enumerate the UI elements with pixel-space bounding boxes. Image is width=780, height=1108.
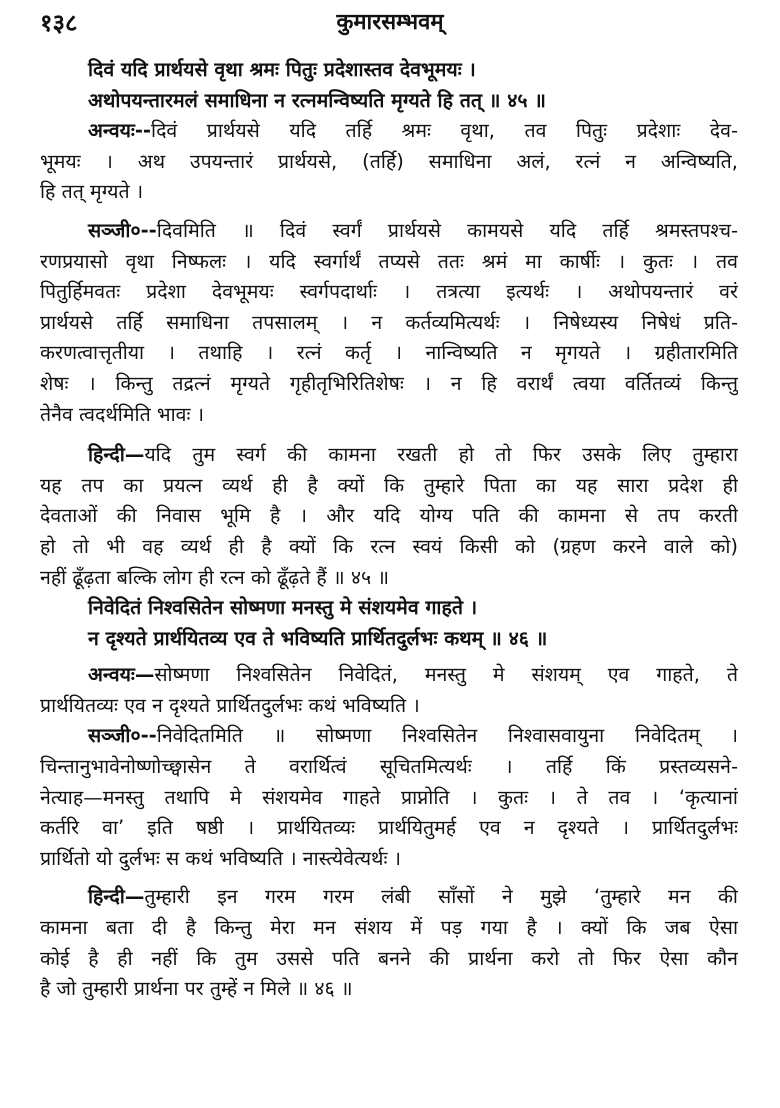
anvaya-label: अन्वयः-- — [88, 119, 152, 143]
paragraph-line: करणत्वात्तृतीया । तथाहि । रत्नं कर्तृ । नान्विष्यति न मृगयते । ग्रहीतारमिति — [40, 341, 738, 365]
paragraph-line: रणप्रयासो वृथा निष्फलः । यदि स्वर्गार्थं तप्यसे ततः श्रमं मा कार्षीः । कुतः । तव — [40, 249, 738, 273]
paragraph-line: कामना बता दी है किन्तु मेरा मन संशय में पड़ गया है । क्यों कि जब ऐसा — [40, 916, 738, 940]
paragraph-line: भूमयः । अथ उपयन्तारं प्रार्थयसे, (तर्हि) समाधिना अलं, रत्नं न अन्विष्यति, — [40, 149, 738, 173]
paragraph-line: हिन्दी—यदि तुम स्वर्ग की कामना रखती हो तो फिर उसके लिए तुम्हारा — [88, 443, 738, 467]
hindi-label: हिन्दी— — [88, 443, 145, 467]
verse-line: दिवं यदि प्रार्थयसे वृथा श्रमः पितुः प्रदेशास्तव देवभूमयः । — [88, 58, 476, 81]
anvaya-label: अन्वयः— — [88, 663, 155, 687]
paragraph-line: तेनैव त्वदर्थमिति भावः । — [40, 402, 205, 426]
paragraph-line: कर्तरि वा’ इति षष्ठी । प्रार्थयितव्यः प्रार्थयितुमर्ह एव न दृश्यते । प्रार्थितदुर्लभः — [40, 816, 738, 840]
paragraph-line: सञ्जी०--निवेदितमिति ॥ सोष्मणा निश्वसितेन निश्वासवायुना निवेदितम् । — [88, 724, 738, 748]
paragraph-line: है जो तुम्हारी प्रार्थना पर तुम्हें न मिले ॥ ४६ ॥ — [40, 977, 353, 1001]
page-body — [40, 55, 738, 1005]
hindi-label: हिन्दी— — [88, 885, 145, 909]
paragraph-line: शेषः । किन्तु तद्रत्नं मृग्यते गृहीतृभिरितिशेषः । न हि वरार्थं त्वया वर्तितव्यं किन्तु — [40, 371, 738, 395]
hindi-45 — [40, 440, 738, 593]
verse-45 — [40, 55, 738, 116]
paragraph-line: अन्वयः--दिवं प्रार्थयसे यदि तर्हि श्रमः वृथा, तव पितुः प्रदेशाः देव- — [88, 119, 738, 143]
verse-line: निवेदितं निश्वसितेन सोष्मणा मनस्तु मे संशयमेव गाहते । — [88, 596, 478, 620]
paragraph-line: चिन्तानुभावेनोष्णोच्छ्वासेन ते वरार्थित्वं सूचितमित्यर्थः । तर्हि किं प्रस्तव्यसने- — [40, 755, 738, 779]
paragraph-line: नेत्याह—मनस्तु तथापि मे संशयमेव गाहते प्राप्नोति । कुतः । ते तव । ‘कृत्यानां — [40, 785, 738, 809]
paragraph-line: प्रार्थयसे तर्हि समाधिना तपसालम् । न कर्तव्यमित्यर्थः । निषेध्यस्य निषेधं प्रति- — [40, 310, 738, 334]
anvaya-46 — [40, 660, 738, 721]
sanjivani-45 — [40, 216, 738, 430]
paragraph-line: सञ्जी०--दिवमिति ॥ दिवं स्वर्गं प्रार्थयसे कामयसे यदि तर्हि श्रमस्तपश्च- — [88, 218, 738, 242]
paragraph-line: प्रार्थितो यो दुर्लभः स कथं भविष्यति । नास्त्येवेत्यर्थः । — [40, 846, 402, 870]
anvaya-45 — [40, 116, 738, 208]
page-number: १३८ — [40, 9, 78, 37]
sanjivani-46 — [40, 721, 738, 874]
paragraph-line: अन्वयः—सोष्मणा निश्वसितेन निवेदितं, मनस्तु मे संशयम् एव गाहते, ते — [88, 663, 738, 687]
paragraph-line: यह तप का प्रयत्न व्यर्थ ही है क्यों कि तुम्हारे पिता का यह सारा प्रदेश ही — [40, 473, 738, 497]
paragraph-line: कोई है ही नहीं कि तुम उससे पति बनने की प्रार्थना करो तो फिर ऐसा कौन — [40, 946, 738, 970]
verse-line: न दृश्यते प्रार्थयितव्य एव ते भविष्यति प्रार्थितदुर्लभः कथम् ॥ ४६ ॥ — [88, 626, 548, 650]
paragraph-line: नहीं ढूँढ़ता बल्कि लोग ही रत्न को ढूँढ़ते हैं ॥ ४५ ॥ — [40, 565, 390, 589]
page-header — [0, 0, 780, 40]
paragraph-line: हो तो भी वह व्यर्थ ही है क्यों कि रत्न स्वयं किसी को (ग्रहण करने वाले को) — [40, 534, 738, 558]
verse-line: अथोपयन्तारमलं समाधिना न रत्नमन्विष्यति मृग्यते हि तत् ॥ ४५ ॥ — [88, 88, 546, 112]
sanjivani-label: सञ्जी०-- — [88, 724, 157, 748]
hindi-46 — [40, 882, 738, 1004]
verse-46 — [40, 593, 738, 654]
sanjivani-label: सञ्जी०-- — [88, 218, 157, 242]
paragraph-line: हि तत् मृग्यते । — [40, 180, 144, 204]
paragraph-line: प्रार्थयितव्यः एव न दृश्यते प्रार्थितदुर्लभः कथं भविष्यति । — [40, 693, 420, 717]
paragraph-line: हिन्दी—तुम्हारी इन गरम गरम लंबी साँसों ने मुझे ‘तुम्हारे मन की — [88, 885, 738, 909]
paragraph-line: पितुर्हिमवतः प्रदेशा देवभूमयः स्वर्गपदार्थाः । तत्रत्या इत्यर्थः । अथोपयन्तारं वरं — [40, 280, 738, 304]
running-title: कुमारसम्भवम् — [336, 10, 444, 35]
paragraph-line: देवताओं की निवास भूमि है । और यदि योग्य पति की कामना से तप करती — [40, 504, 738, 528]
